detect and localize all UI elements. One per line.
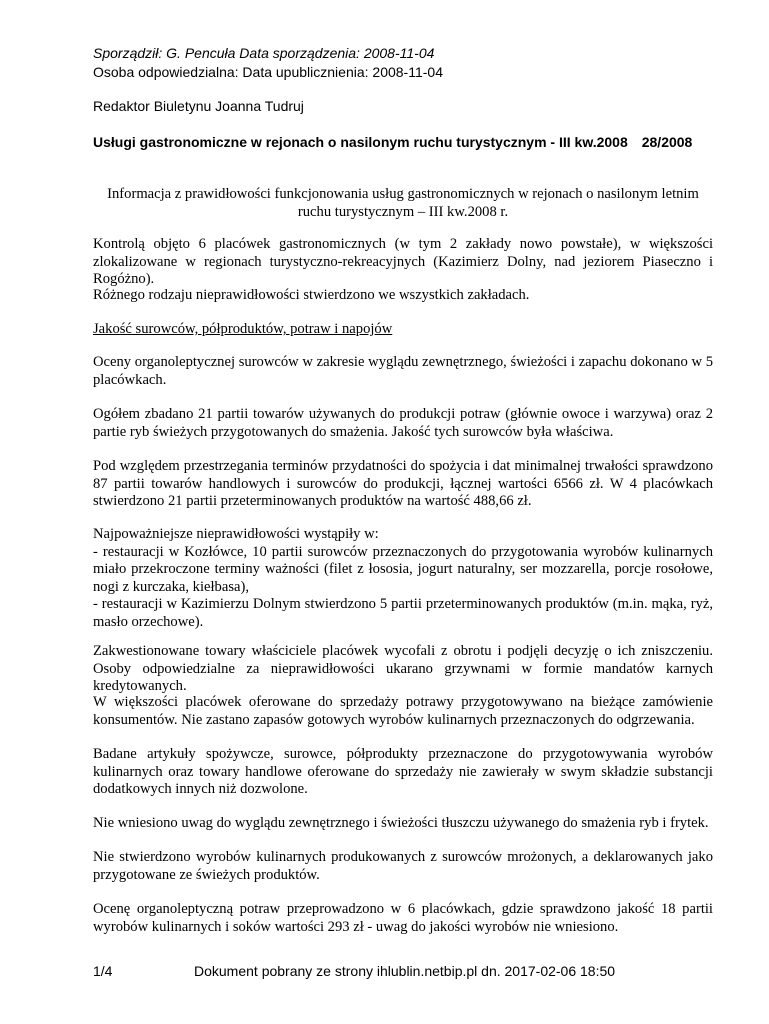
author-line: Sporządził: G. Pencuła Data sporządzenia: 2008-11-04: [93, 45, 435, 61]
editor-line: Redaktor Biuletynu Joanna Tudruj: [93, 98, 304, 114]
list-item: - restauracji w Kozłówce, 10 partii surowców przeznaczonych do przygotowania wyrobów kulinarnych miało przekroczone terminy ważności (filet z łososia, jogurt naturalny, ser mozzarella, porcje rosołowe, nogi z kurczaka, kiełbasa),: [93, 543, 713, 595]
title-text: Usługi gastronomiczne w rejonach o nasilonym ruchu turystycznym - III kw.2008: [93, 134, 628, 150]
list-item: - restauracji w Kazimierzu Dolnym stwierdzono 5 partii przeterminowanych produktów (m.in. mąka, ryż, masło orzechowe).: [93, 596, 713, 630]
list-intro: Najpoważniejsze nieprawidłowości wystąpiły w:: [93, 526, 379, 542]
footer-source: Dokument pobrany ze strony ihlublin.netbip.pl dn. 2017-02-06 18:50: [194, 963, 616, 979]
paragraph: Różnego rodzaju nieprawidłowości stwierdzono we wszystkich zakładach.: [93, 287, 530, 303]
paragraph: Nie wniesiono uwag do wyglądu zewnętrznego i świeżości tłuszczu używanego do smażenia ryb i frytek.: [93, 815, 709, 831]
paragraph: Nie stwierdzono wyrobów kulinarnych produkowanych z surowców mrożonych, a deklarowanych jako przygotowane ze świeżych produktów.: [93, 849, 713, 883]
paragraph: Ogółem zbadano 21 partii towarów używanych do produkcji potraw (głównie owoce i warzywa) oraz 2 partie ryb świeżych przygotowanych do smażenia. Jakość tych surowców była właściwa.: [93, 406, 713, 440]
page-title: [93, 134, 692, 150]
paragraph: Badane artykuły spożywcze, surowce, półprodukty przeznaczone do przygotowywania wyrobów kulinarnych oraz towary handlowe oferowane do sprzedaży nie zawierały w swym składzie substancji dodatkowych innych niż dozwolone.: [93, 746, 713, 797]
violations-list: [93, 526, 713, 631]
paragraph: Ocenę organoleptyczną potraw przeprowadzono w 6 placówkach, gdzie sprawdzono jakość 18 partii wyrobów kulinarnych i soków wartości 293 zł - uwag do jakości wyrobów nie wniesiono.: [93, 901, 713, 935]
paragraph: Kontrolą objęto 6 placówek gastronomicznych (w tym 2 zakłady nowo powstałe), w większości zlokalizowane w regionach turystyczno-rekreacyjnych (Kazimierz Dolny, nad jeziorem Piaseczno i Rogóżno).: [93, 236, 713, 287]
page-number: 1/4: [93, 963, 113, 979]
paragraph: Oceny organoleptycznej surowców w zakresie wyglądu zewnętrznego, świeżości i zapachu dokonano w 5 placówkach.: [93, 354, 713, 388]
paragraph: Zakwestionowane towary właściciele placówek wycofali z obrotu i podjęli decyzję o ich zniszczeniu. Osoby odpowiedzialne za nieprawidłowości ukarano grzywnami w formie mandatów karnych kredytowanych.: [93, 643, 713, 694]
document-number: 28/2008: [641, 134, 693, 150]
paragraph: W większości placówek oferowane do sprzedaży potrawy przygotowywano na bieżące zamówienie konsumentów. Nie zastano zapasów gotowych wyrobów kulinarnych przeznaczonych do odgrzewania.: [93, 694, 713, 728]
responsible-line: Osoba odpowiedzialna: Data upublicznienia: 2008-11-04: [93, 64, 443, 80]
paragraph: Pod względem przestrzegania terminów przydatności do spożycia i dat minimalnej trwałości sprawdzono 87 partii towarów handlowych i surowców do produkcji, łącznej wartości 6566 zł. W 4 placówkach stwierdzono 21 partii przeterminowanych produktów na wartość 488,66 zł.: [93, 458, 713, 509]
section-heading: Jakość surowców, półproduktów, potraw i napojów: [93, 321, 393, 337]
intro-paragraph: Informacja z prawidłowości funkcjonowania usług gastronomicznych w rejonach o nasilonym letnim ruchu turystycznym – III kw.2008 r.: [107, 186, 699, 220]
